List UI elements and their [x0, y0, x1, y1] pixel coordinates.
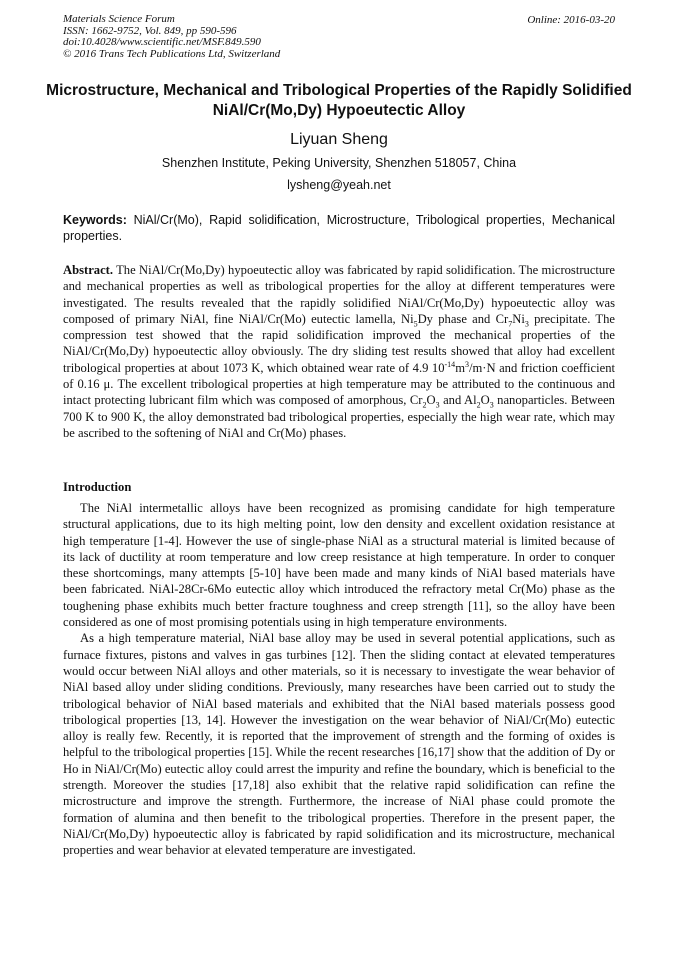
paragraph: As a high temperature material, NiAl base alloy may be used in several potential applications, such as furnace fixtures, pistons and valves in gas turbines [12]. Then the sliding contact at elevated temperatures would occur between NiAl alloys and other materials, so it is necessary to investigate the wear behavior of NiAl based alloy under sliding conditions. Previously, many researches have been carried out to study the tribological behavior of NiAl based materials and exhibited that the NiAl based materials possess good tribological properties [13, 14]. However the investigation on the wear behavior of NiAl/Cr(Mo) eutectic alloy is really few. Recently, it is reported that the improvement of strength and the forming of oxides is helpful to the tribological properties [15]. While the recent researches [16,17] show that the addition of Dy or Ho in NiAl/Cr(Mo) eutectic alloy could arrest the impurity and refine the boundary, which is beneficial to the strength. Moreover the studies [17,18] also exhibit that the relative rapid solidification can refine the microstructure and improve the strength. Furthermore, the increase of NiAl phase could promote the formation of alumina and then benefit to the tribological properties. Therefore in the present paper, the NiAl/Cr(Mo,Dy) hypoeutectic alloy is fabricated by rapid solidification and its microstructure, mechanical properties and wear behavior at elevated temperature are investigated. — [63, 631, 615, 858]
abstract-subscript: 3 — [489, 400, 494, 410]
journal-name: Materials Science Forum — [63, 13, 175, 25]
abstract-text: precipitate. The compression test showed that the rapid solidification improved the mechanical properties of the NiAl/Cr(Mo,Dy) hypoeutectic alloy obviously. The dry sliding test results showed that alloy had excellent tribological properties at about 1073 K, which obtained wear rate of 4.9 10 — [63, 311, 615, 375]
section-heading-introduction: Introduction — [63, 480, 132, 494]
abstract-subscript: 2 — [422, 400, 427, 410]
keywords — [63, 212, 615, 244]
abstract-text: O — [480, 393, 490, 408]
abstract-supscript: -14 — [444, 359, 456, 369]
author-email: lysheng@yeah.net — [287, 178, 391, 192]
abstract-subscript: 3 — [435, 400, 440, 410]
keywords-text: NiAl/Cr(Mo), Rapid solidification, Microstructure, Tribological properties, Mechanical properties. — [63, 213, 615, 243]
paragraph: The NiAl intermetallic alloys have been recognized as promising candidate for high temperature structural applications, due to its high melting point, low den density and excellent oxidation resistance at high temperature [1-4]. However the use of single-phase NiAl as a structural material is limited because of its lack of ductility at room temperature and low creep resistance at high temperature. In order to conquer these shortcomings, many attempts [5-10] have been made and many kinds of NiAl based materials have been fabricated. NiAl-28Cr-6Mo eutectic alloy which introduced the refractory metal Cr(Mo) phase as the toughening phase exhibits much better fracture toughness and creep strength [11], so the alloy have been considered as one of most promising potentials using in high temperature environments. — [63, 501, 615, 630]
abstract-text: nanoparticles. Between 700 K to 900 K, the alloy demonstrated bad tribological properties, especially the high wear rate, which may be ascribed to the softening of NiAl and Cr(Mo) phases. — [63, 393, 615, 440]
abstract-subscript: 5 — [413, 319, 418, 329]
affiliation: Shenzhen Institute, Peking University, Shenzhen 518057, China — [161, 156, 517, 170]
doi: doi:10.4028/www.scientific.net/MSF.849.590 — [63, 36, 261, 48]
abstract-subscript: 3 — [524, 319, 529, 329]
introduction-body — [63, 500, 615, 859]
online-date: Online: 2016-03-20 — [527, 14, 615, 26]
abstract-text: and Al — [439, 393, 477, 408]
copyright: © 2016 Trans Tech Publications Ltd, Switzerland — [63, 47, 281, 60]
issn: ISSN: 1662-9752, Vol. 849, pp 590-596 — [63, 24, 237, 37]
paper-title: Microstructure, Mechanical and Tribological Properties of the Rapidly Solidified NiAl/Cr(Mo,Dy) Hypoeutectic Alloy — [46, 82, 632, 119]
journal-header — [63, 14, 280, 60]
abstract-text: O — [426, 393, 436, 408]
abstract-text: Ni — [512, 311, 525, 326]
abstract-subscript: 2 — [476, 400, 481, 410]
abstract-text: Dy phase and Cr — [417, 311, 509, 326]
abstract-text: The NiAl/Cr(Mo,Dy) hypoeutectic alloy was fabricated by rapid solidification. The microstructure and mechanical properties as well as tribological properties for the alloy at different temperatures were investigated. The results revealed that the rapidly solidified NiAl/Cr(Mo,Dy) hypoeutectic alloy was composed of primary NiAl, fine NiAl/Cr(Mo) eutectic lamella, Ni — [63, 263, 615, 326]
abstract-supscript: 3 — [464, 359, 469, 369]
author: Liyuan Sheng — [290, 131, 388, 148]
abstract-body — [63, 263, 615, 440]
abstract-text: m — [455, 360, 465, 375]
abstract-label: Abstract. — [63, 263, 114, 277]
abstract-subscript: 7 — [508, 319, 513, 329]
abstract-text: /m·N and friction coefficient of 0.16 μ. The excellent tribological properties at high temperature may be attributed to the continuous and intact protecting lubricant film which was composed of amorphous, Cr — [63, 360, 615, 408]
keywords-label: Keywords: — [63, 213, 127, 227]
abstract — [63, 262, 615, 441]
